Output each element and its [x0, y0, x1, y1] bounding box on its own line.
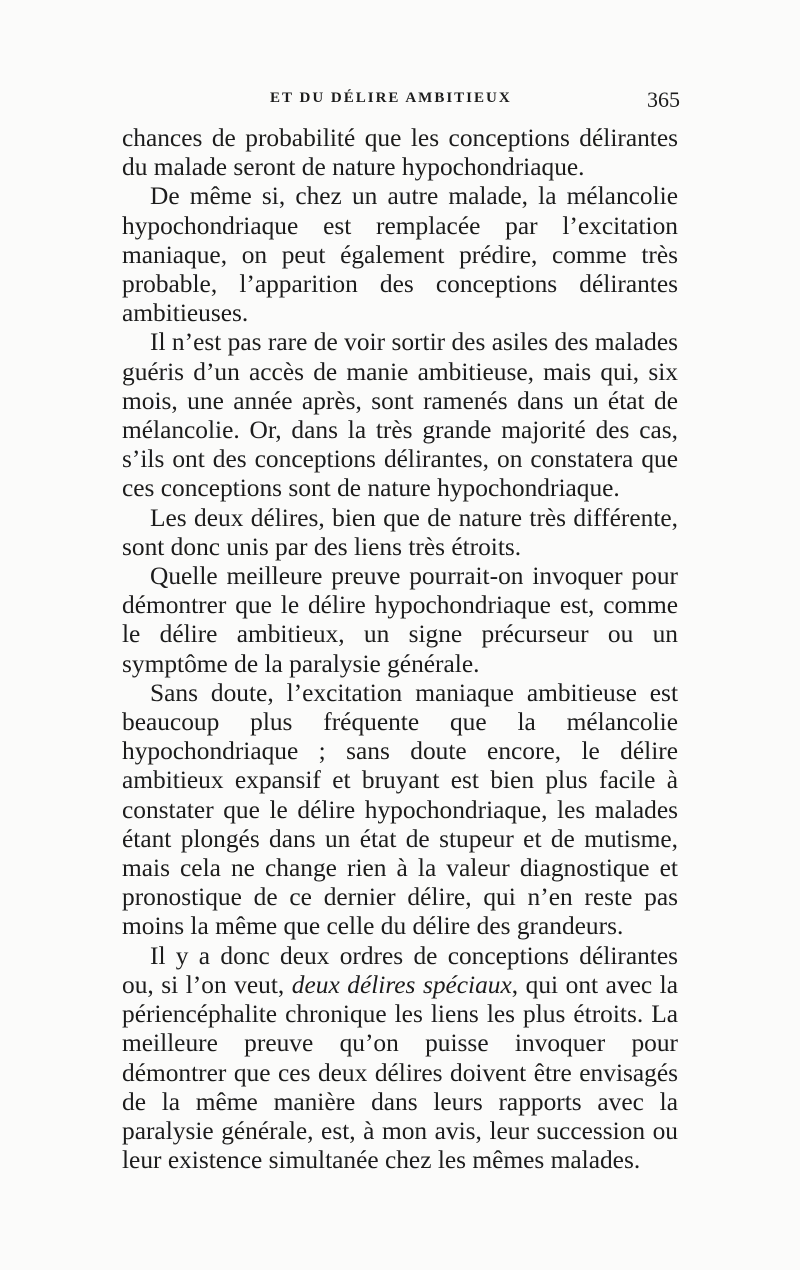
paragraph: De même si, chez un autre malade, la mélancolie hypochondriaque est remplacée par l’excitation maniaque, on peut également prédire, comme très probable, l’apparition des conceptions délirantes ambitieuses.	[122, 182, 678, 328]
paragraph: Les deux délires, bien que de nature très différente, sont donc unis par des liens très étroits.	[122, 503, 678, 561]
paragraph: Il n’est pas rare de voir sortir des asiles des malades guéris d’un accès de manie ambitieuse, mais qui, six mois, une année après, sont ramenés dans un état de mélancolie. Or, dans la très grande majorité des cas, s’ils ont des conceptions délirantes, on constatera que ces conceptions sont de nature hypochondriaque.	[122, 328, 678, 503]
running-head	[120, 87, 680, 116]
paragraph-text: Il y a donc deux ordres de conceptions délirantes ou, si l’on veut,	[122, 941, 678, 999]
paragraph-text: , qui ont avec la périencéphalite chronique les liens les plus étroits. La meilleure preuve qu’on puisse invoquer pour démontrer que ces deux délires doivent être envisagés de la même manière dans leurs rapports avec la paralysie générale, est, à mon avis, leur succession ou leur existence simultanée chez les mêmes malades.	[122, 970, 678, 1175]
italic-phrase: deux délires spéciaux	[291, 970, 512, 999]
running-title: ET DU DÉLIRE AMBITIEUX	[270, 90, 512, 106]
body-text	[122, 124, 678, 1175]
paragraph	[122, 942, 678, 1176]
paragraph: Sans doute, l’excitation maniaque ambitieuse est beaucoup plus fréquente que la mélancolie hypochondriaque ; sans doute encore, le délire ambitieux expansif et bruyant est bien plus facile à constater que le délire hypochondriaque, les malades étant plongés dans un état de stupeur et de mutisme, mais cela ne change rien à la valeur diagnostique et pronostique de ce dernier délire, qui n’en reste pas moins la même que celle du délire des grandeurs.	[122, 678, 678, 941]
page-number: 365	[647, 87, 680, 112]
paragraph-continued: chances de probabilité que les conceptions délirantes du malade seront de nature hypochondriaque.	[122, 124, 678, 182]
paragraph: Quelle meilleure preuve pourrait-on invoquer pour démontrer que le délire hypochondriaque est, comme le délire ambitieux, un signe précurseur ou un symptôme de la paralysie générale.	[122, 562, 678, 678]
